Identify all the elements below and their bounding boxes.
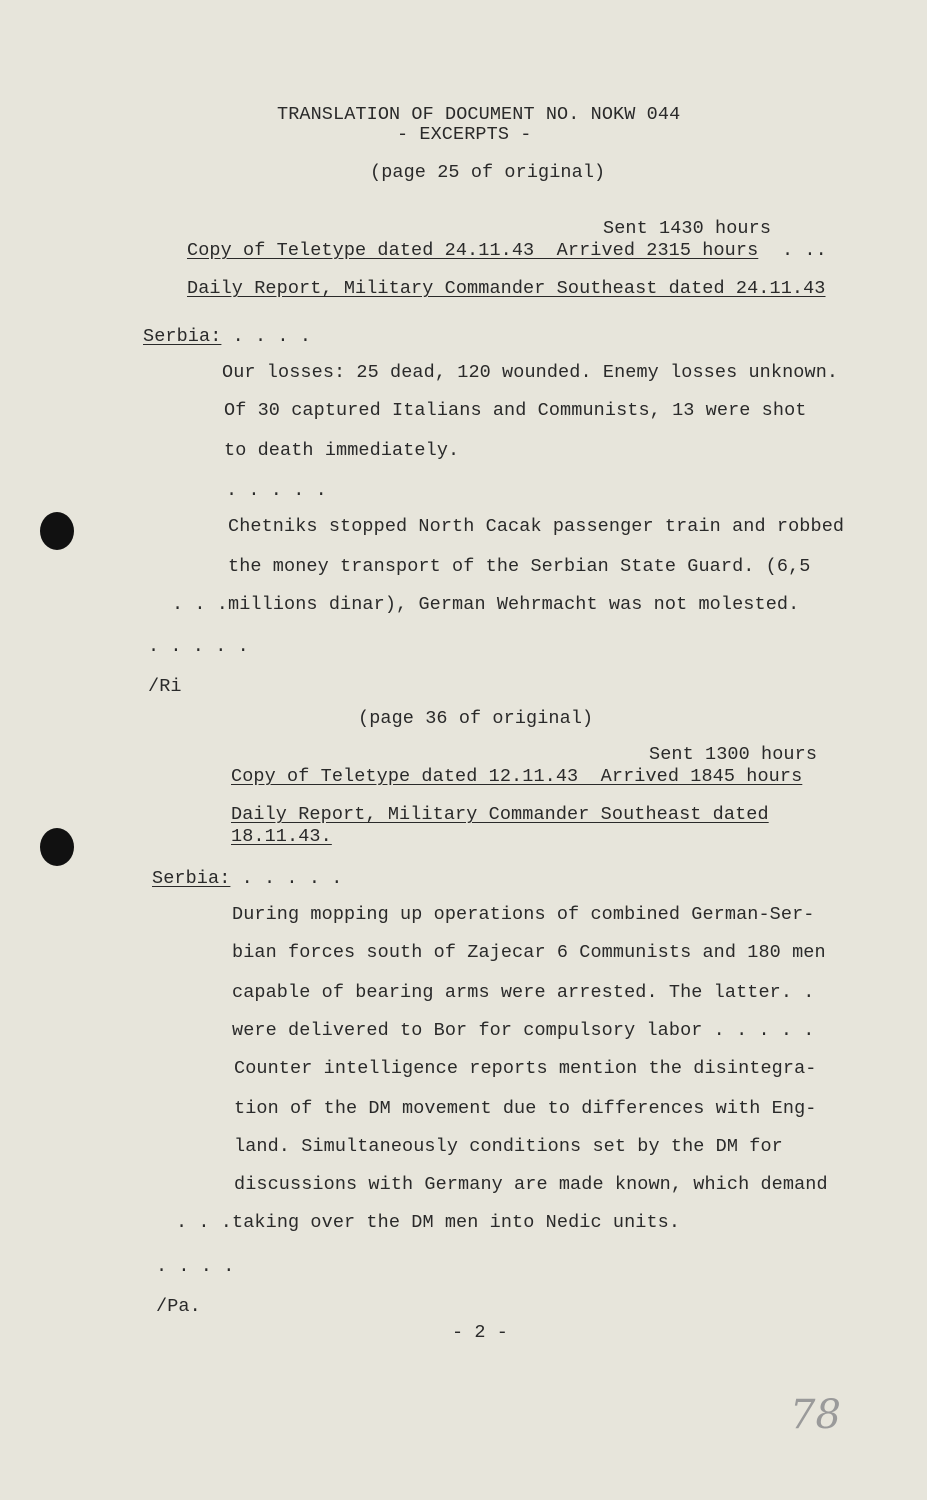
document-subtitle: - EXCERPTS -: [397, 124, 532, 145]
document-title: TRANSLATION OF DOCUMENT NO. NOKW 044: [277, 104, 681, 125]
region-dots: . . . . .: [241, 868, 343, 889]
sent-time: Sent 1430 hours: [603, 218, 772, 239]
typist-initials: /Ri: [148, 676, 182, 697]
report-heading: Daily Report, Military Commander Southeast dated 24.11.43: [187, 278, 826, 299]
body-line: were delivered to Bor for compulsory labor . . . . .: [232, 1020, 815, 1041]
body-line: capable of bearing arms were arrested. The latter. .: [232, 982, 815, 1003]
body-line: During mopping up operations of combined German-Ser-: [232, 904, 815, 925]
teletype-heading: Copy of Teletype dated 24.11.43 Arrived 2315 hours: [187, 240, 759, 261]
teletype-trail: . ..: [782, 240, 827, 261]
body-line: Counter intelligence reports mention the disintegra-: [234, 1058, 817, 1079]
body-line: . . .millions dinar), German Wehrmacht was not molested.: [172, 594, 800, 615]
end-dots: . . . .: [156, 1256, 235, 1277]
body-line: Chetniks stopped North Cacak passenger train and robbed: [228, 516, 845, 537]
region-label: [143, 326, 311, 348]
typist-initials: /Pa.: [156, 1296, 201, 1317]
punch-hole: [40, 512, 74, 550]
page-reference: (page 36 of original): [358, 708, 594, 729]
region-name: Serbia:: [143, 326, 222, 347]
report-heading: Daily Report, Military Commander Southeast dated: [231, 804, 769, 825]
ellipsis-line: . . . . .: [226, 480, 327, 501]
report-heading-date: 18.11.43.: [231, 826, 332, 847]
teletype-heading: Copy of Teletype dated 12.11.43 Arrived 1845 hours: [231, 766, 803, 787]
page-number: - 2 -: [452, 1322, 509, 1343]
body-line: Of 30 captured Italians and Communists, 13 were shot: [224, 400, 807, 421]
sent-time: Sent 1300 hours: [649, 744, 818, 765]
page-reference: (page 25 of original): [370, 162, 606, 183]
body-line: tion of the DM movement due to differences with Eng-: [234, 1098, 817, 1119]
body-line: discussions with Germany are made known, which demand: [234, 1174, 828, 1195]
body-line: Our losses: 25 dead, 120 wounded. Enemy losses unknown.: [222, 362, 839, 383]
end-dots: . . . . .: [148, 636, 249, 657]
region-name: Serbia:: [152, 868, 231, 889]
punch-hole: [40, 828, 74, 866]
region-label: [152, 868, 342, 890]
region-dots: . . . .: [232, 326, 312, 347]
body-line: . . .taking over the DM men into Nedic units.: [176, 1212, 681, 1233]
body-line: bian forces south of Zajecar 6 Communists and 180 men: [232, 942, 826, 963]
body-line: land. Simultaneously conditions set by the DM for: [234, 1136, 783, 1157]
handwritten-note: 78: [790, 1392, 841, 1438]
body-line: to death immediately.: [224, 440, 460, 461]
body-line: the money transport of the Serbian State Guard. (6,5: [228, 556, 811, 577]
